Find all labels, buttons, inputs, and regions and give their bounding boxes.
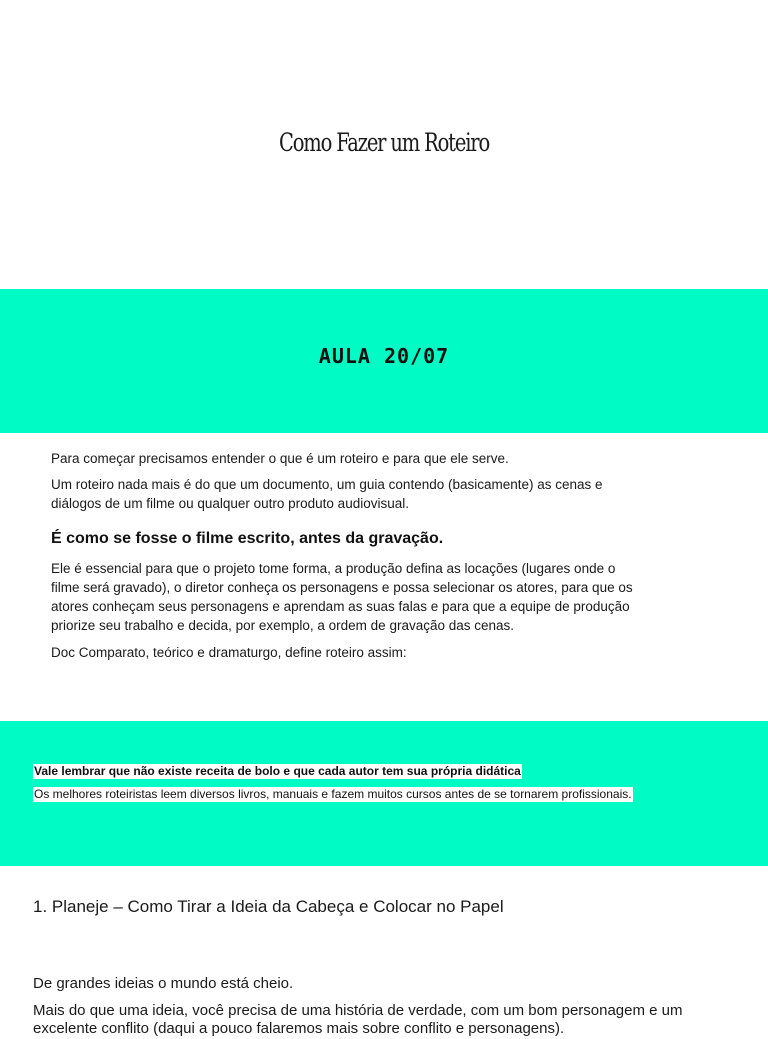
section-heading: 1. Planeje – Como Tirar a Ideia da Cabeça e Colocar no Papel — [33, 897, 504, 916]
document-title: Como Fazer um Roteiro — [278, 128, 490, 157]
intro-paragraph-3-line-2: filme será gravado), o diretor conheça os personagens e possa selecionar os atores, para que os — [51, 580, 633, 595]
section-paragraph-1: De grandes ideias o mundo está cheio. — [33, 975, 294, 992]
section-paragraph-2-line-1: Mais do que uma ideia, você precisa de uma história de verdade, com um bom personagem e um — [33, 1002, 683, 1019]
tip-highlight-regular: Os melhores roteiristas leem diversos livros, manuais e fazem muitos cursos antes de se tornarem profissionais. — [34, 787, 632, 801]
intro-paragraph-1: Para começar precisamos entender o que é um roteiro e para que ele serve. — [51, 451, 509, 466]
emphasis-statement: É como se fosse o filme escrito, antes da gravação. — [51, 530, 444, 547]
intro-paragraph-3-line-1: Ele é essencial para que o projeto tome forma, a produção defina as locações (lugares onde o — [51, 561, 616, 576]
intro-paragraph-3-line-3: atores conheçam seus personagens e aprendam as suas falas e para que a equipe de produção — [51, 599, 630, 614]
intro-paragraph-3-line-4: priorize seu trabalho e decida, por exemplo, a ordem de gravação das cenas. — [51, 618, 515, 633]
aula-label: AULA 20/07 — [318, 344, 450, 368]
section-paragraph-2-line-2: excelente conflito (daqui a pouco falaremos mais sobre conflito e personagens). — [33, 1020, 565, 1037]
tip-highlight-bold: Vale lembrar que não existe receita de bolo e que cada autor tem sua própria didática — [34, 764, 521, 778]
intro-paragraph-2-line-2: diálogos de um filme ou qualquer outro produto audiovisual. — [51, 496, 409, 511]
intro-paragraph-2-line-1: Um roteiro nada mais é do que um documento, um guia contendo (basicamente) as cenas e — [51, 477, 603, 492]
intro-paragraph-4: Doc Comparato, teórico e dramaturgo, define roteiro assim: — [51, 645, 407, 660]
